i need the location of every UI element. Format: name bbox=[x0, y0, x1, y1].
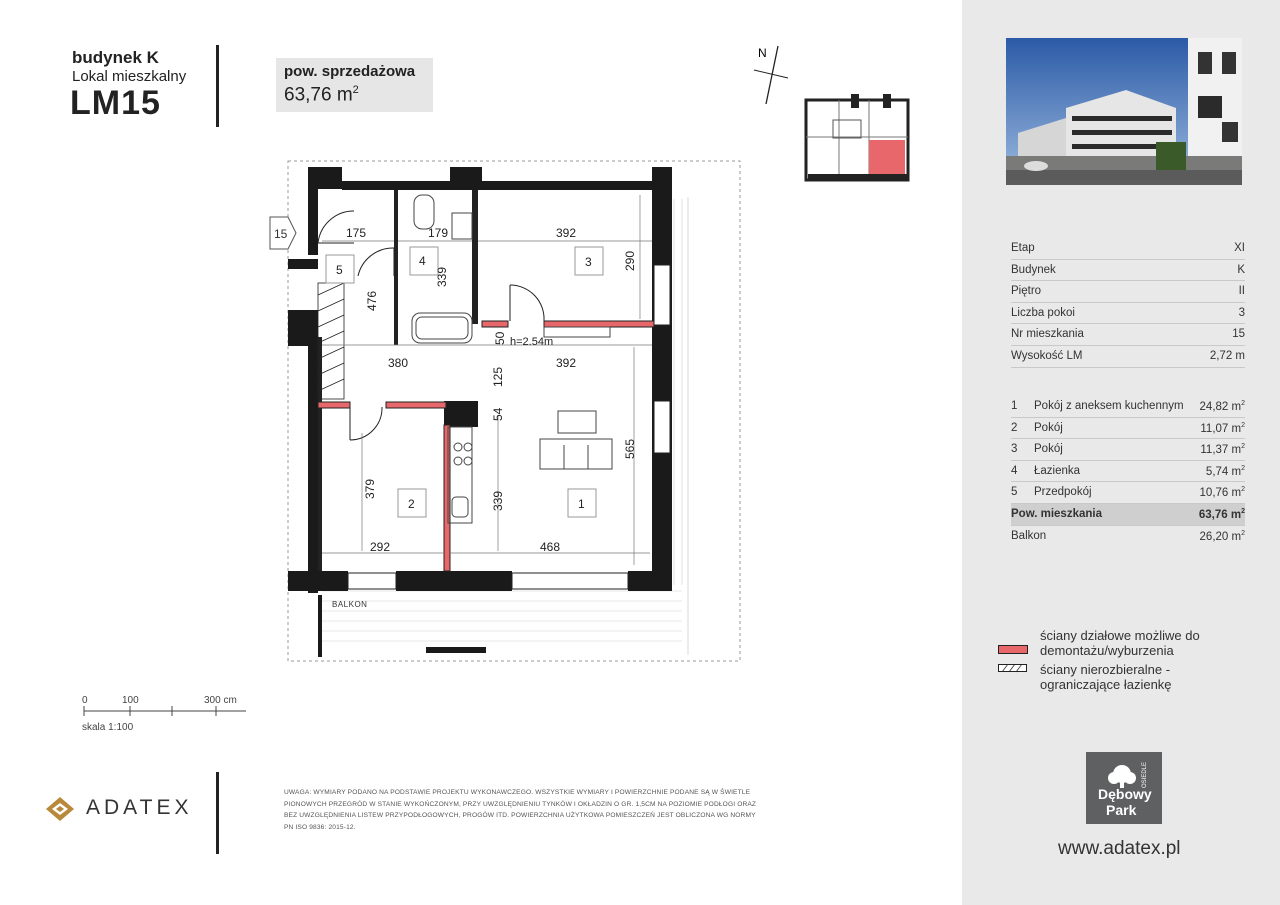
scale-tick-300: 300 cm bbox=[204, 695, 237, 706]
dim-468: 468 bbox=[540, 540, 561, 554]
dim-379: 379 bbox=[363, 478, 377, 499]
info-row: Wysokość LM 2,72 m bbox=[1011, 346, 1245, 368]
dim-339-kitchen: 339 bbox=[491, 490, 505, 511]
estate-logo-line1: Dębowy bbox=[1098, 786, 1152, 802]
room-row: 2 Pokój 11,07 $m^2$ bbox=[1011, 418, 1245, 440]
info-row: Piętro II bbox=[1011, 281, 1245, 303]
info-row: Nr mieszkania 15 bbox=[1011, 324, 1245, 346]
building-label: budynek K bbox=[72, 48, 159, 67]
room-number-2: 2 bbox=[408, 497, 415, 511]
room-number-3: 3 bbox=[585, 255, 592, 269]
scale-tick-0: 0 bbox=[82, 695, 88, 706]
area-label: pow. sprzedażowa bbox=[284, 63, 416, 80]
dim-125: 125 bbox=[491, 366, 505, 387]
key-plan bbox=[803, 92, 911, 182]
balcony-row: Balkon 26,20 $m^2$ bbox=[1011, 529, 1245, 543]
entrance-marker bbox=[270, 217, 296, 249]
disclaimer-note: UWAGA: WYMIARY PODANO NA PODSTAWIE PROJEKTU WYKONAWCZEGO. WSZYSTKIE WYMIARY I POWIERZCHNIE PODANE SĄ W ŚWIETLE PIONOWYCH PRZEGRÓD W STANIE WYKOŃCZONYM, PRZY UWZGLĘDNIENIU TYNKÓW I OKŁADZIN O GR. 1,5CM NA POZIOMIE PODŁOGI ORAZ BEZ UWZGLĘDNIENIA LISTEW PRZYPODŁOGOWYCH, PROGÓW ITD. POWIERZCHNIA UŻYTKOWA POMIESZCZEŃ JEST OBLICZONA WG NORMY PN ISO 9836: 2015-12. bbox=[284, 789, 757, 831]
dim-339-bath: 339 bbox=[435, 266, 449, 287]
website-url[interactable]: www.adatex.pl bbox=[1058, 838, 1181, 859]
legend-removable-swatch bbox=[998, 645, 1028, 654]
room-number-5: 5 bbox=[336, 263, 343, 277]
legend-fixed-text: ściany nierozbieralne - ograniczające łazienkę bbox=[1040, 662, 1172, 692]
room-number-1: 1 bbox=[578, 497, 585, 511]
unit-type-label: Lokal mieszkalny bbox=[72, 68, 187, 85]
room-row: 5 Przedpokój 10,76 $m^2$ bbox=[1011, 482, 1245, 504]
footer-divider bbox=[216, 772, 219, 854]
header-divider bbox=[216, 45, 219, 127]
room-row: 3 Pokój 11,37 $m^2$ bbox=[1011, 439, 1245, 461]
dim-392-mid: 392 bbox=[556, 356, 577, 370]
estate-logo bbox=[1086, 752, 1162, 824]
scale-bar bbox=[80, 690, 250, 736]
dim-292: 292 bbox=[370, 540, 391, 554]
dim-179: 179 bbox=[428, 226, 449, 240]
dim-565: 565 bbox=[623, 438, 637, 459]
legend-removable-text: ściany działowe możliwe do demontażu/wyburzenia bbox=[1040, 628, 1200, 658]
legend-fixed-swatch bbox=[998, 664, 1028, 673]
info-table bbox=[1011, 238, 1245, 368]
dim-50: 50 bbox=[493, 331, 507, 345]
dim-175: 175 bbox=[346, 226, 367, 240]
floor-plan bbox=[262, 155, 752, 667]
info-row: Budynek K bbox=[1011, 260, 1245, 282]
room-row: 4 Łazienka 5,74 $m^2$ bbox=[1011, 461, 1245, 483]
dim-392-top: 392 bbox=[556, 226, 577, 240]
ceiling-height-note: h=2.54m bbox=[510, 336, 554, 348]
north-arrow-icon bbox=[750, 40, 795, 110]
room-number-4: 4 bbox=[419, 254, 426, 268]
info-row: Liczba pokoi 3 bbox=[1011, 303, 1245, 325]
info-row: Etap XI bbox=[1011, 238, 1245, 260]
rooms-table bbox=[1011, 396, 1245, 547]
entrance-number: 15 bbox=[274, 227, 288, 241]
north-label: N bbox=[758, 46, 767, 60]
estate-logo-prefix: OSIEDLE bbox=[1142, 761, 1148, 788]
adatex-brand: ADATEX bbox=[86, 796, 193, 819]
area-value: 63,76 $m^2$ bbox=[284, 84, 359, 106]
balcony-label: BALKON bbox=[332, 600, 368, 609]
dim-380: 380 bbox=[388, 356, 409, 370]
adatex-logo-icon bbox=[44, 795, 76, 823]
dim-290: 290 bbox=[623, 250, 637, 271]
unit-id: LM15 bbox=[70, 84, 161, 122]
building-photo bbox=[1006, 38, 1242, 185]
scale-tick-100: 100 bbox=[122, 695, 139, 706]
scale-label: skala 1:100 bbox=[82, 722, 134, 733]
dim-476: 476 bbox=[365, 290, 379, 311]
dim-54: 54 bbox=[491, 407, 505, 421]
flat-total-row: Pow. mieszkania 63,76 $m^2$ bbox=[1011, 504, 1245, 526]
room-row: 1 Pokój z aneksem kuchennym 24,82 $m^2$ bbox=[1011, 396, 1245, 418]
estate-logo-line2: Park bbox=[1106, 802, 1137, 818]
